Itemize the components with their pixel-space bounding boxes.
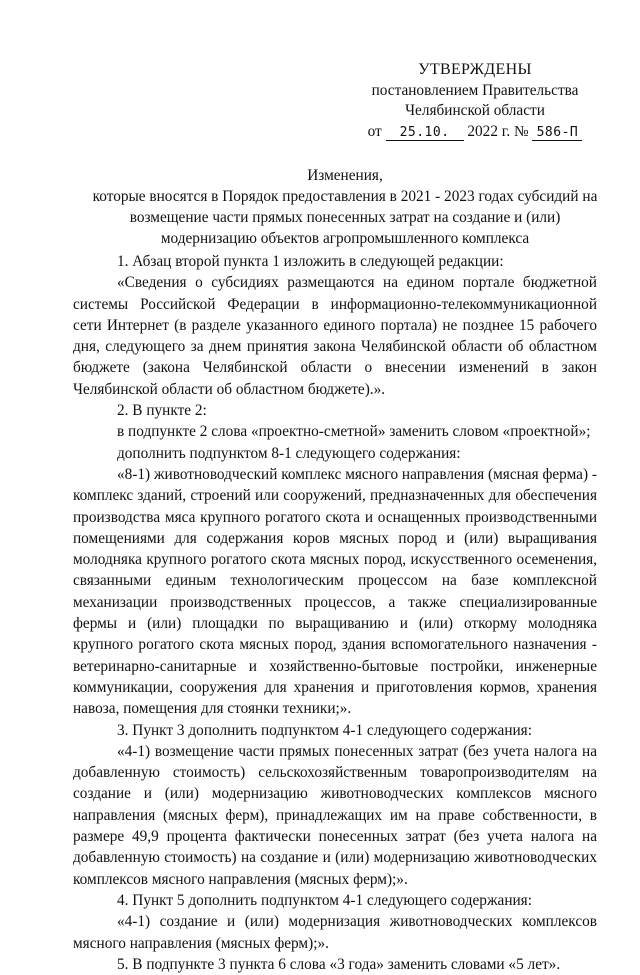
approval-year: 2022 г. № — [467, 122, 529, 140]
title-line-1: Изменения, — [307, 167, 383, 184]
title-line-2: которые вносятся в Порядок предоставления в 2021 - 2023 годах субсидий на — [92, 188, 598, 205]
paragraph: «Сведения о субсидиях размещаются на едином портале бюджетной системы Российской Федерации в информационно-телекоммуникационной сети Интернет (в разделе указанного единого портала) не позднее 15 рабочего дня, следующего за днем принятия закона Челябинской области об областном бюджете (закона Челябинской области о внесении изменений в закон Челябинской области об областном бюджете).». — [73, 274, 597, 398]
paragraph: в подпункте 2 слова «проектно-сметной» заменить словом «проектной»; — [117, 423, 591, 441]
approval-heading: УТВЕРЖДЕНЫ — [418, 61, 532, 78]
paragraph: 4. Пункт 5 дополнить подпунктом 4-1 следующего содержания: — [117, 891, 532, 909]
approval-date: 25.10. — [386, 125, 464, 141]
approval-number: 586-П — [532, 125, 582, 141]
paragraph: «8-1) животноводческий комплекс мясного направления (мясная ферма) - комплекс зданий, строений или сооружений, предназначенных для обеспечения производства мяса крупного рогатого скота и оснащенных производственными помещениями для содержания коров мясных пород и (или) выращивания молодняка крупного рогатого скота мясных пород, искусственного осеменения, связанными единым технологическим процессом на базе комплексной механизации производственных процессов, а также специализированные фермы и (или) площадки по выращиванию и (или) откорму молодняка крупного рогатого скота мясных пород, здания вспомогательного назначения - ветеринарно-санитарные и хозяйственно-бытовые постройки, инженерные коммуникации, сооружения для хранения и приготовления кормов, хранения навоза, помещения для стоянки техники;». — [73, 465, 597, 718]
paragraph: «4-1) возмещение части прямых понесенных затрат (без учета налога на добавленную стоимость) сельскохозяйственным товаропроизводителям на создание и (или) модернизацию животноводческих комплексов мясного направления (мясных ферм), принадлежащих им на праве собственности, в размере 49,9 процента фактически понесенных затрат (без учета налога на добавленную стоимость) на создание и (или) модернизацию животноводческих комплексов мясного направления (мясных ферм);». — [73, 742, 597, 888]
date-prefix: от — [367, 122, 382, 140]
approval-stamp — [360, 60, 590, 142]
paragraph: 2. В пункте 2: — [117, 402, 207, 420]
paragraph: 3. Пункт 3 дополнить подпунктом 4-1 следующего содержания: — [117, 721, 532, 739]
document-title — [88, 165, 602, 249]
title-line-3: возмещение части прямых понесенных затрат на создание и (или) — [129, 209, 561, 226]
approval-date-line — [360, 122, 590, 143]
paragraph: дополнить подпунктом 8-1 следующего содержания: — [117, 444, 461, 462]
paragraph: 1. Абзац второй пункта 1 изложить в следующей редакции: — [117, 253, 504, 270]
paragraph: 5. В подпункте 3 пункта 6 слова «3 года» заменить словами «5 лет». — [117, 955, 561, 973]
document-body — [73, 251, 597, 975]
approval-line-2: Челябинской области — [405, 102, 545, 119]
title-line-4: модернизацию объектов агропромышленного комплекса — [160, 230, 530, 247]
paragraph: «4-1) создание и (или) модернизация животноводческих комплексов мясного направления (мясных ферм);». — [73, 913, 597, 952]
approval-line-1: постановлением Правительства — [371, 81, 579, 99]
